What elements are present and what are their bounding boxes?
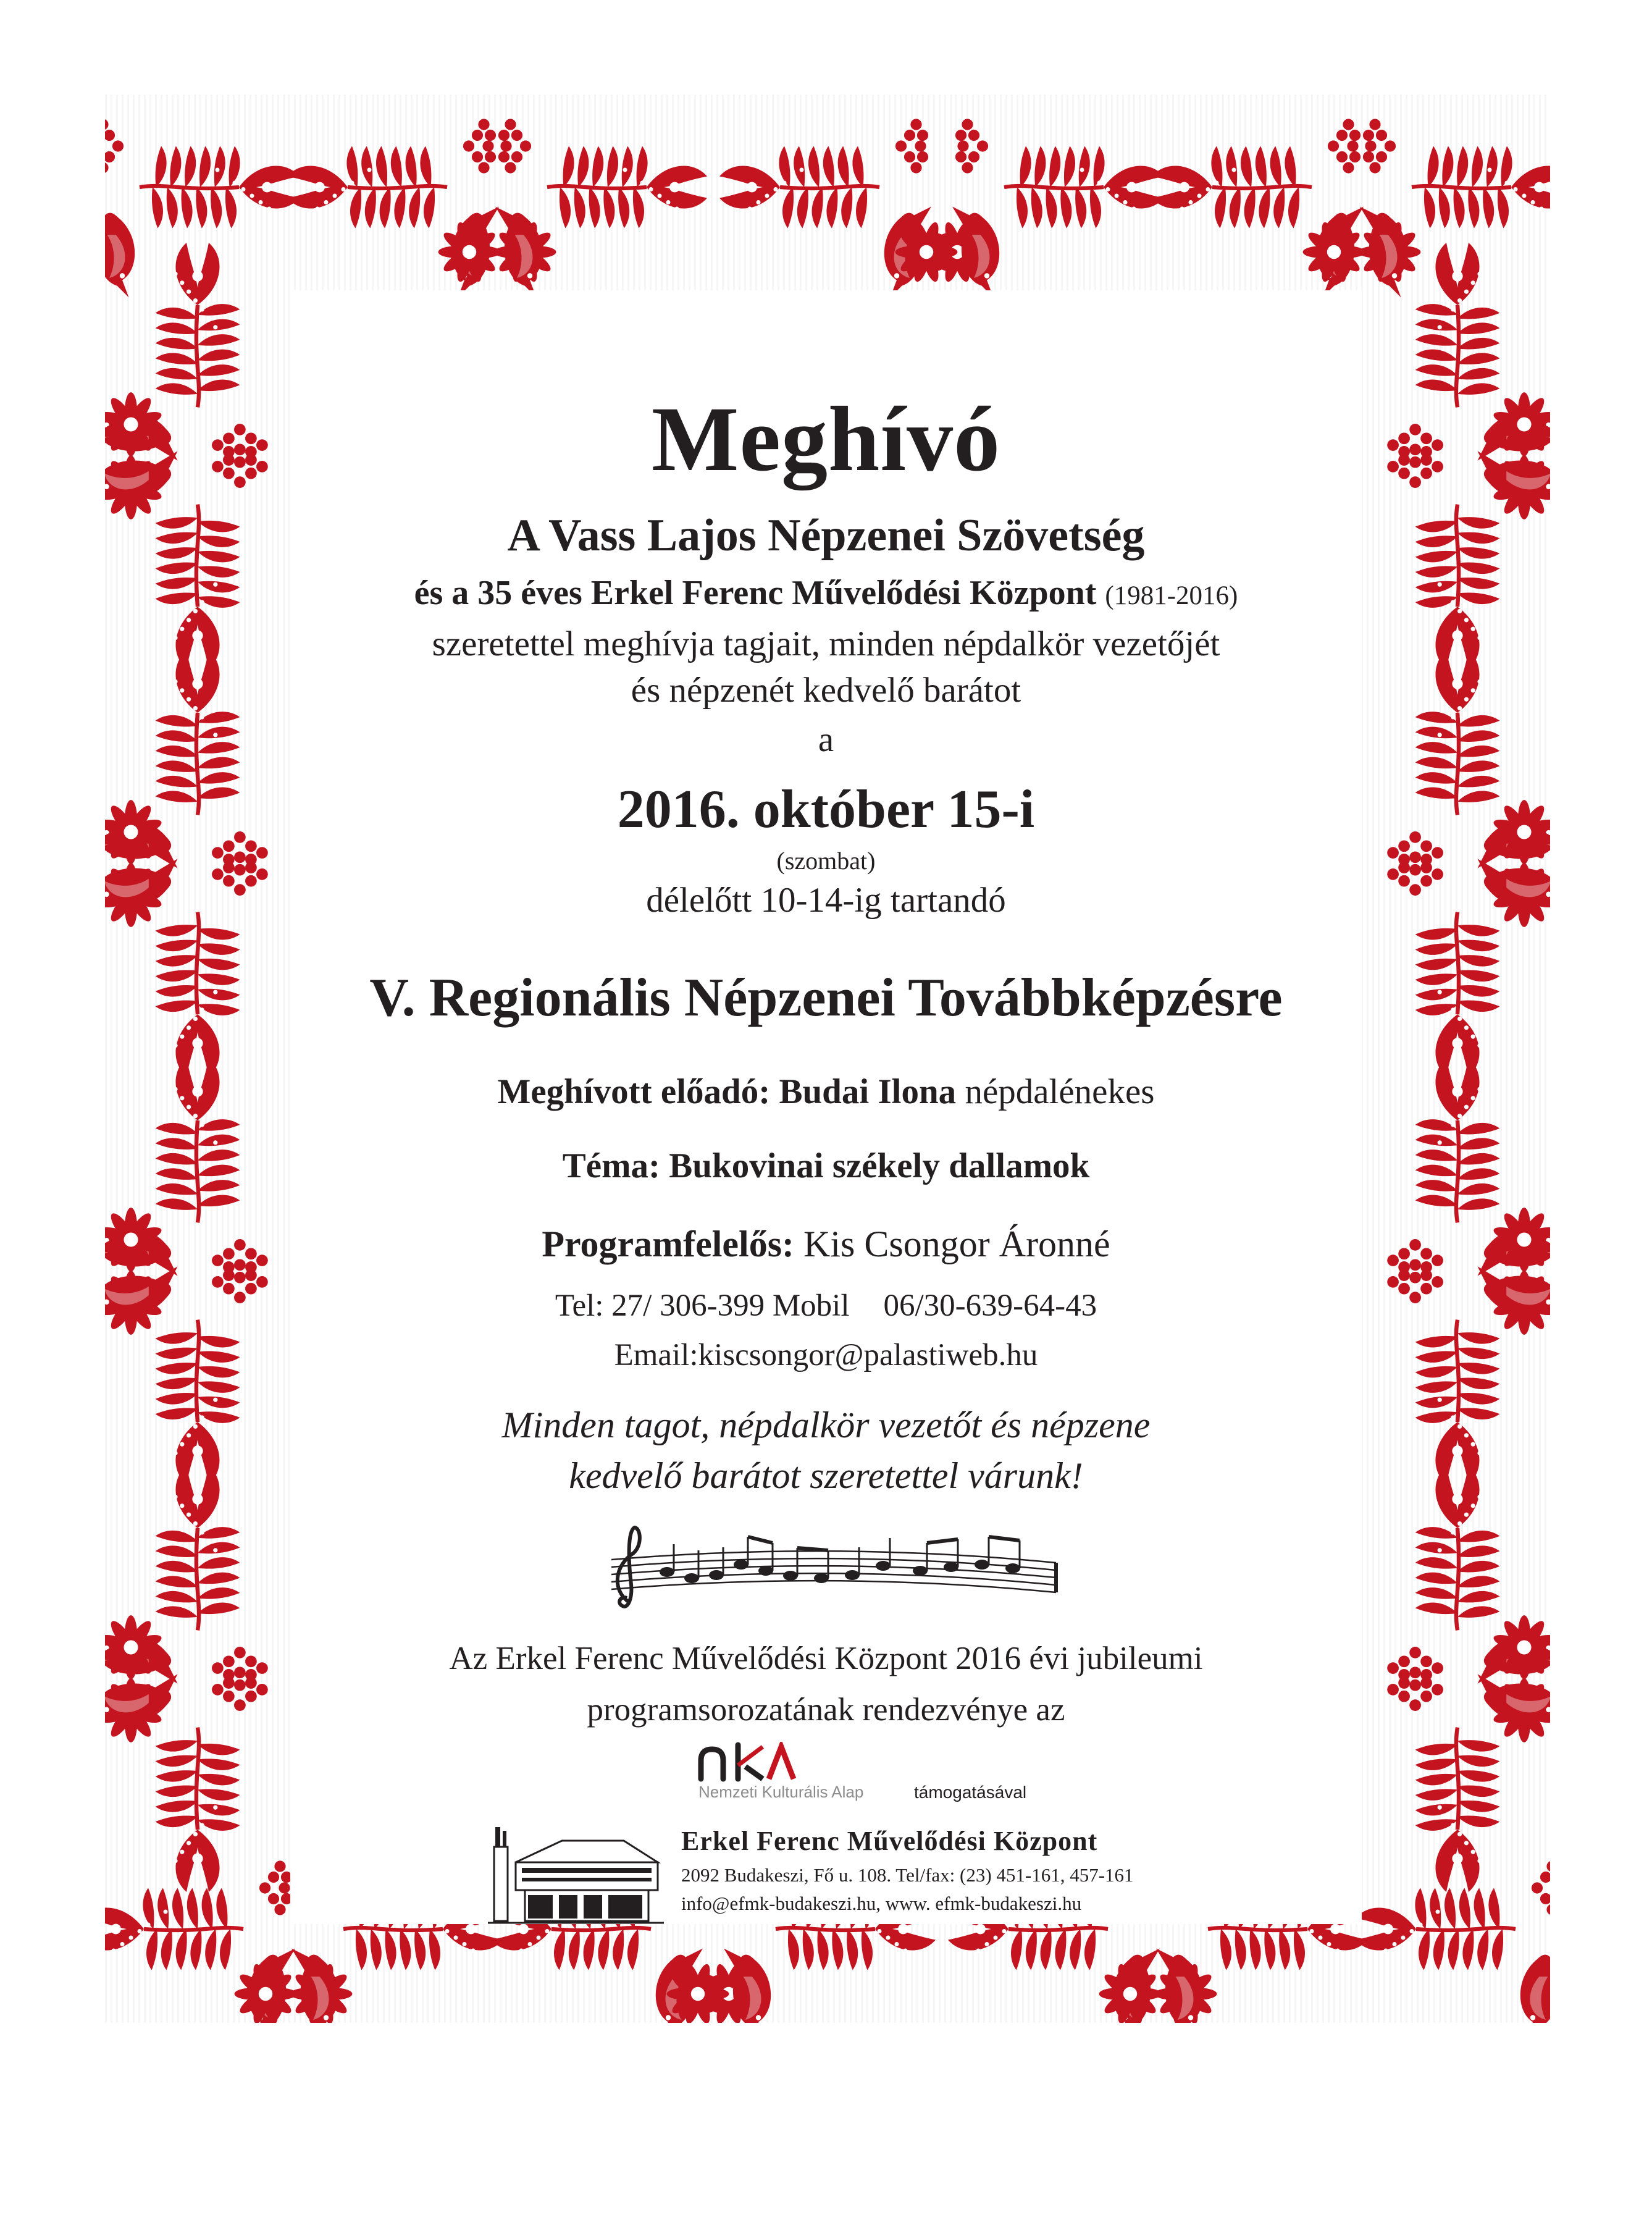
nka-subtitle: Nemzeti Kulturális Alap xyxy=(698,1783,864,1801)
phone-number: Tel: 27/ 306-399 Mobil xyxy=(555,1288,850,1323)
nka-support-text: támogatásával xyxy=(914,1783,1027,1802)
nka-logo-icon xyxy=(695,1742,812,1782)
folk-motif-icon xyxy=(438,119,707,297)
footer-line-2: programsorozatának rendezvénye az xyxy=(587,1692,1065,1728)
invite-line-2: és népzenét kedvelő barátot xyxy=(631,671,1021,710)
page-title: Meghívó xyxy=(651,388,1001,490)
event-weekday: (szombat) xyxy=(776,847,876,875)
topic-label: Téma: xyxy=(562,1146,661,1185)
closing-line-1: Minden tagot, népdalkör vezetőt és népzene xyxy=(501,1405,1151,1445)
music-staff-icon xyxy=(587,1516,1075,1615)
organizer-address: 2092 Budakeszi, Fő u. 108. Tel/fax: (23) 451-161, 457-161 xyxy=(681,1864,1134,1886)
responsible-line xyxy=(290,1223,1362,1266)
event-date: 2016. október 15-i xyxy=(617,780,1035,839)
mobile-number: 06/30-639-64-43 xyxy=(883,1288,1097,1323)
speaker-label: Meghívott előadó: xyxy=(497,1072,771,1111)
event-time: délelőtt 10-14-ig tartandó xyxy=(646,881,1006,920)
speaker-role: népdalénekes xyxy=(965,1072,1155,1111)
co-organizer-name: és a 35 éves Erkel Ferenc Művelődési Központ xyxy=(414,574,1097,612)
nka-support-logo xyxy=(695,1742,1096,1810)
invitation-content xyxy=(290,290,1362,1924)
speaker-line xyxy=(290,1072,1362,1112)
folk-motif-icon xyxy=(1303,119,1550,297)
folk-motif-icon xyxy=(1356,1860,1550,2023)
co-organizer-line xyxy=(290,573,1362,613)
building-illustration-icon xyxy=(482,1822,667,1930)
responsible-label: Programfelelős: xyxy=(542,1224,795,1264)
article-line: a xyxy=(818,720,834,759)
organizer-name: Erkel Ferenc Művelődési Központ xyxy=(681,1826,1098,1856)
email-line: Email:kiscsongor@palastiweb.hu xyxy=(614,1338,1038,1372)
event-title: V. Regionális Népzenei Továbbképzésre xyxy=(369,968,1283,1028)
topic-text: Bukovinai székely dallamok xyxy=(669,1146,1090,1185)
organizer-contact-block xyxy=(681,1825,1134,1915)
folk-motif-icon xyxy=(895,119,1164,297)
invite-line-1: szeretettel meghívja tagjait, minden népdalkör vezetőjét xyxy=(432,624,1220,663)
closing-line-2: kedvelő barátot szeretettel várunk! xyxy=(569,1455,1083,1496)
phone-line xyxy=(290,1288,1362,1324)
organizer-web: info@efmk-budakeszi.hu, www. efmk-budakeszi.hu xyxy=(681,1893,1082,1914)
responsible-name: Kis Csongor Áronné xyxy=(803,1224,1110,1264)
topic-line xyxy=(290,1146,1362,1186)
co-organizer-years: (1981-2016) xyxy=(1105,581,1238,610)
footer-line-1: Az Erkel Ferenc Művelődési Központ 2016 évi jubileumi xyxy=(449,1641,1203,1676)
speaker-name: Budai Ilona xyxy=(779,1072,957,1111)
organizer-line: A Vass Lajos Népzenei Szövetség xyxy=(507,510,1145,561)
